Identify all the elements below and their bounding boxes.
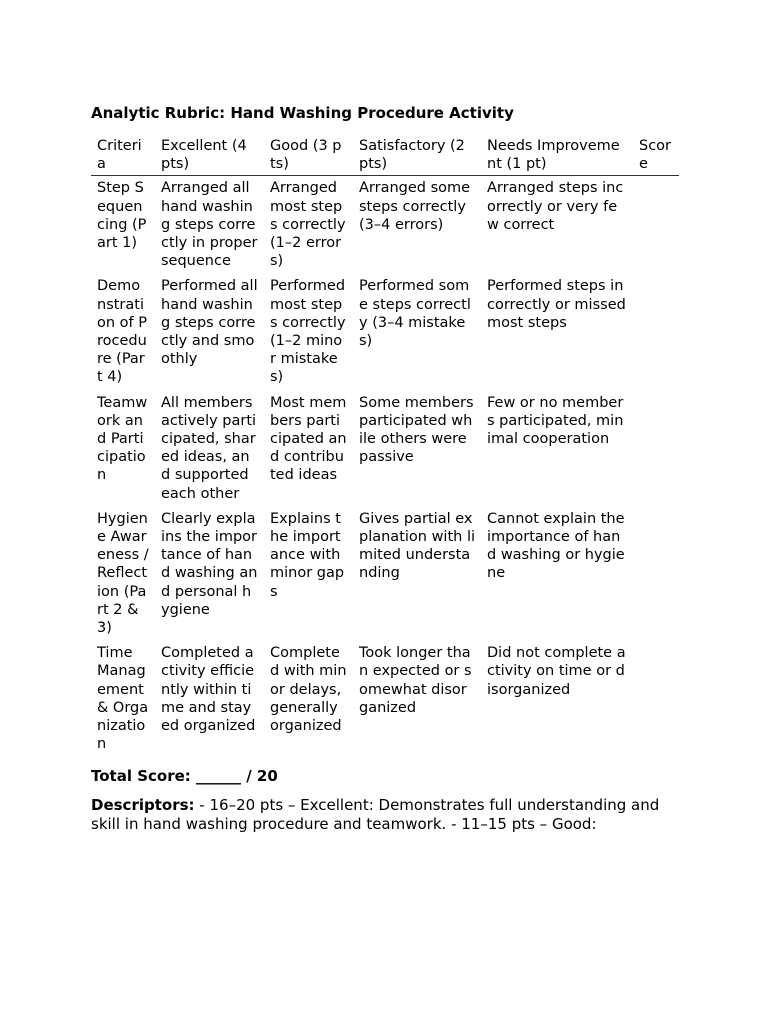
table-row	[91, 274, 679, 390]
excellent-cell: Performed all hand washing steps correctly and smoothly	[161, 278, 258, 368]
header-satisfactory: Satisfactory (2 pts)	[359, 138, 465, 173]
needs-improvement-cell: Did not complete activity on time or disorganized	[487, 645, 626, 698]
descriptors-paragraph	[91, 796, 681, 834]
needs-improvement-cell: Cannot explain the importance of hand washing or hygiene	[487, 510, 625, 582]
score-cell	[633, 176, 679, 275]
score-cell	[633, 391, 679, 507]
score-cell	[633, 274, 679, 390]
satisfactory-cell: Some members participated while others were passive	[359, 394, 474, 466]
excellent-cell: All members actively participated, shared ideas, and supported each other	[161, 394, 257, 502]
header-criteria: Criteria	[97, 138, 142, 173]
satisfactory-cell: Gives partial explanation with limited understanding	[359, 510, 476, 582]
satisfactory-cell: Took longer than expected or somewhat disorganized	[359, 645, 472, 716]
excellent-cell: Completed activity efficiently within time and stayed organized	[161, 645, 256, 735]
table-row	[91, 391, 679, 507]
total-score-text: Total Score: ______ / 20	[91, 766, 278, 785]
table-header-row	[91, 135, 679, 176]
table-row	[91, 176, 679, 275]
needs-improvement-cell: Arranged steps incorrectly or very few correct	[487, 180, 624, 233]
needs-improvement-cell: Performed steps incorrectly or missed most steps	[487, 278, 626, 331]
header-excellent: Excellent (4 pts)	[161, 138, 247, 173]
table-row	[91, 507, 679, 641]
satisfactory-cell: Performed some steps correctly (3–4 mistakes)	[359, 278, 471, 350]
excellent-cell: Clearly explains the importance of hand washing and personal hygiene	[161, 510, 258, 618]
needs-improvement-cell: Few or no members participated, minimal cooperation	[487, 394, 624, 448]
criteria-cell: Demonstration of Procedure (Part 4)	[97, 278, 147, 386]
header-score: Score	[639, 138, 672, 173]
rubric-table	[91, 135, 679, 758]
score-cell	[633, 641, 679, 757]
score-cell	[633, 507, 679, 641]
total-score-line	[91, 767, 681, 786]
document-page	[91, 103, 681, 834]
table-row	[91, 641, 679, 757]
header-needs-improvement: Needs Improvement (1 pt)	[487, 138, 620, 173]
good-cell: Completed with minor delays, generally organized	[270, 645, 347, 735]
criteria-cell: Teamwork and Participation	[97, 394, 148, 484]
descriptors-label: Descriptors:	[91, 795, 195, 814]
satisfactory-cell: Arranged some steps correctly (3–4 errors)	[359, 180, 471, 233]
good-cell: Explains the importance with minor gaps	[270, 510, 345, 600]
good-cell: Most members participated and contributed ideas	[270, 394, 347, 484]
header-good: Good (3 pts)	[270, 138, 342, 173]
criteria-cell: Hygiene Awareness / Reflection (Part 2 & 3)	[97, 510, 149, 637]
good-cell: Arranged most steps correctly (1–2 errors)	[270, 180, 346, 270]
excellent-cell: Arranged all hand washing steps correctly in proper sequence	[161, 180, 258, 270]
criteria-cell: Step Sequencing (Part 1)	[97, 180, 147, 252]
document-title: Analytic Rubric: Hand Washing Procedure Activity	[91, 104, 514, 122]
good-cell: Performed most steps correctly (1–2 minor mistakes)	[270, 278, 346, 386]
descriptors-text: - 16–20 pts – Excellent: Demonstrates full understanding and skill in hand washing procedure and teamwork. - 11–15 pts – Good:	[91, 795, 660, 833]
criteria-cell: Time Management & Organization	[97, 645, 149, 753]
